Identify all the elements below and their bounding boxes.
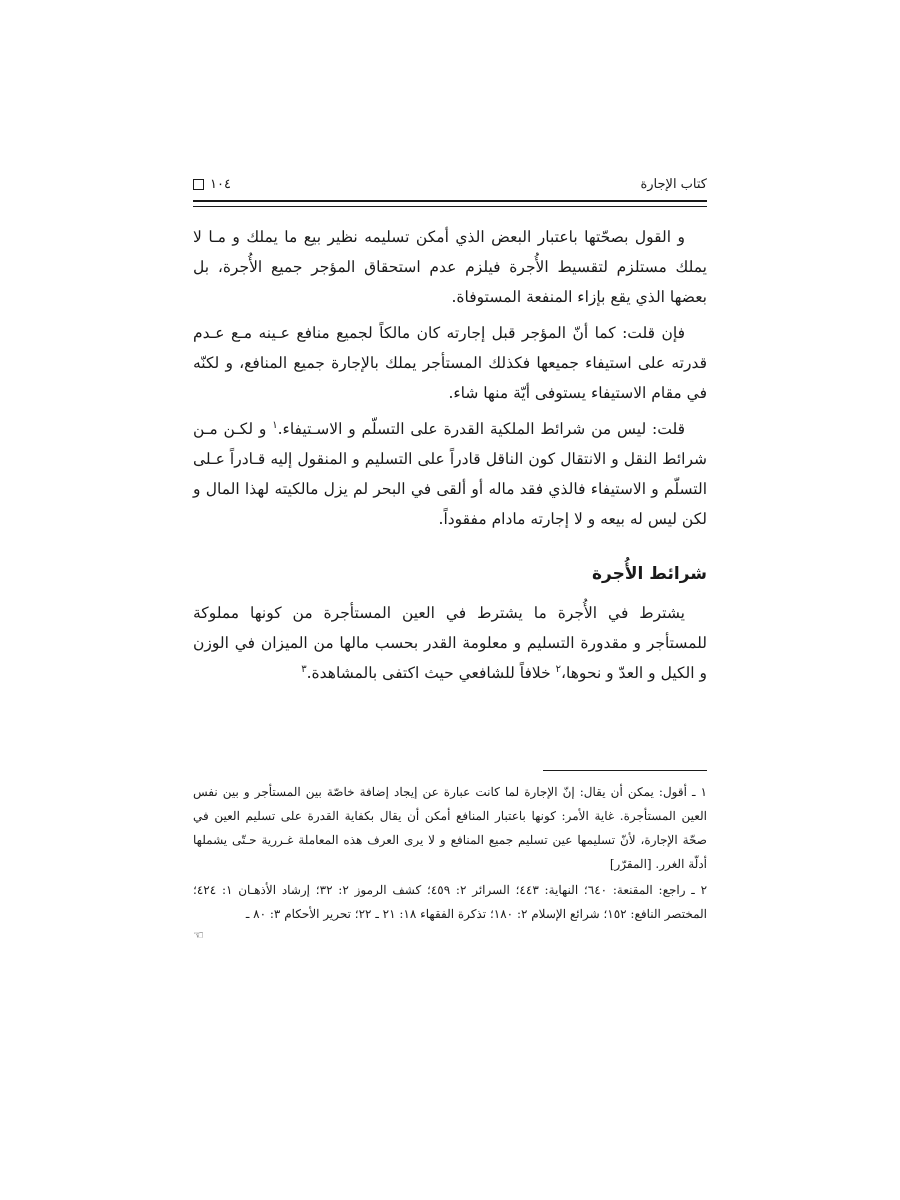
- square-icon: [193, 179, 204, 190]
- continuation-hand-icon: ☜: [193, 928, 204, 942]
- book-title: كتاب الإجارة: [640, 177, 707, 192]
- section-heading: شرائط الأُجرة: [592, 564, 707, 584]
- paragraph-3: [193, 414, 707, 534]
- footnotes: [193, 780, 707, 942]
- header-rule-thick: [193, 200, 707, 202]
- paragraph-3-part-2: و لكـن مـن شرائط النقل و الانتقال كون الناقل قادراً على التسليم و المنقول إليه قـادراً عـلى التسلّم و الاستيفاء فالذي فقد ماله أو ألقى في البحر لم يزل مالكيته لهذا المال و لكن ليس له بيعه و لا إجارته مادام مفقوداً.: [193, 420, 707, 528]
- footnote-separator: [543, 770, 707, 771]
- main-text: [193, 222, 707, 694]
- book-page: [193, 0, 707, 1200]
- paragraph-2: فإن قلت: كما أنّ المؤجر قبل إجارته كان مالكاً لجميع منافع عـينه مـع عـدم قدرته على استيفاء جميعها فكذلك المستأجر يملك بالإجارة جميع المنافع، و لكنّه في مقام الاستيفاء يستوفى أيّة منها شاء.: [193, 324, 707, 402]
- footnote-ref-1[interactable]: ١: [272, 419, 278, 431]
- footnote-ref-2[interactable]: ٢: [555, 663, 562, 675]
- footnote-ref-3[interactable]: ٣: [301, 663, 307, 675]
- paragraph-3-part-1: قلت: ليس من شرائط الملكية القدرة على التسلّم و الاسـتيفاء.: [277, 420, 685, 438]
- footnote-2: ٢ ـ راجع: المقنعة: ٦٤٠؛ النهاية: ٤٤٣؛ السرائر ٢: ٤٥٩؛ كشف الرموز ٢: ٣٢؛ إرشاد الأذهـان ١: ٤٢٤؛ المختصر النافع: ١٥٢؛ شرائع الإسلام ٢: ١٨٠؛ تذكرة الفقهاء ١٨: ٢١ ـ ٢٢؛ تحرير الأحكام ٣: ٨٠ ـ: [193, 883, 708, 921]
- running-header: [193, 172, 707, 198]
- header-rule-thin: [193, 206, 707, 207]
- footnote-1: ١ ـ أقول: يمكن أن يقال: إنّ الإجارة لما كانت عبارة عن إيجاد إضافة خاصّة بين المستأجر و بين نفس العين المستأجرة. غاية الأمر: كونها باعتبار المنافع أمكن أن يقال بكفاية القدرة على تسليم العين في صحّة الإجارة، لأنّ تسليمها عين تسليم جميع المنافع و لا يرى العرف هذه المعاملة غـررية حـتّى يشملها أدلّة الغرر. [المقرّر]: [193, 785, 707, 871]
- paragraph-4-part-2: خلافاً للشافعي حيث اكتفى بالمشاهدة.: [306, 664, 556, 682]
- page-number-value: ١٠٤: [210, 177, 231, 192]
- paragraph-4: [193, 598, 707, 688]
- paragraph-4-part-1: يشترط في الأُجرة ما يشترط في العين المستأجرة من كونها مملوكة للمستأجر و مقدورة التسليم و معلومة القدر بحسب مالها من الميزان في الوزن و الكيل و العدّ و نحوها،: [193, 604, 707, 682]
- paragraph-1: و القول بصحّتها باعتبار البعض الذي أمكن تسليمه نظير بيع ما يملك و مـا لا يملك مستلزم لتقسيط الأُجرة فيلزم عدم استحقاق المؤجر جميع الأُجرة، بل بعضها الذي يقع بإزاء المنفعة المستوفاة.: [193, 228, 707, 306]
- page-number: [193, 172, 231, 198]
